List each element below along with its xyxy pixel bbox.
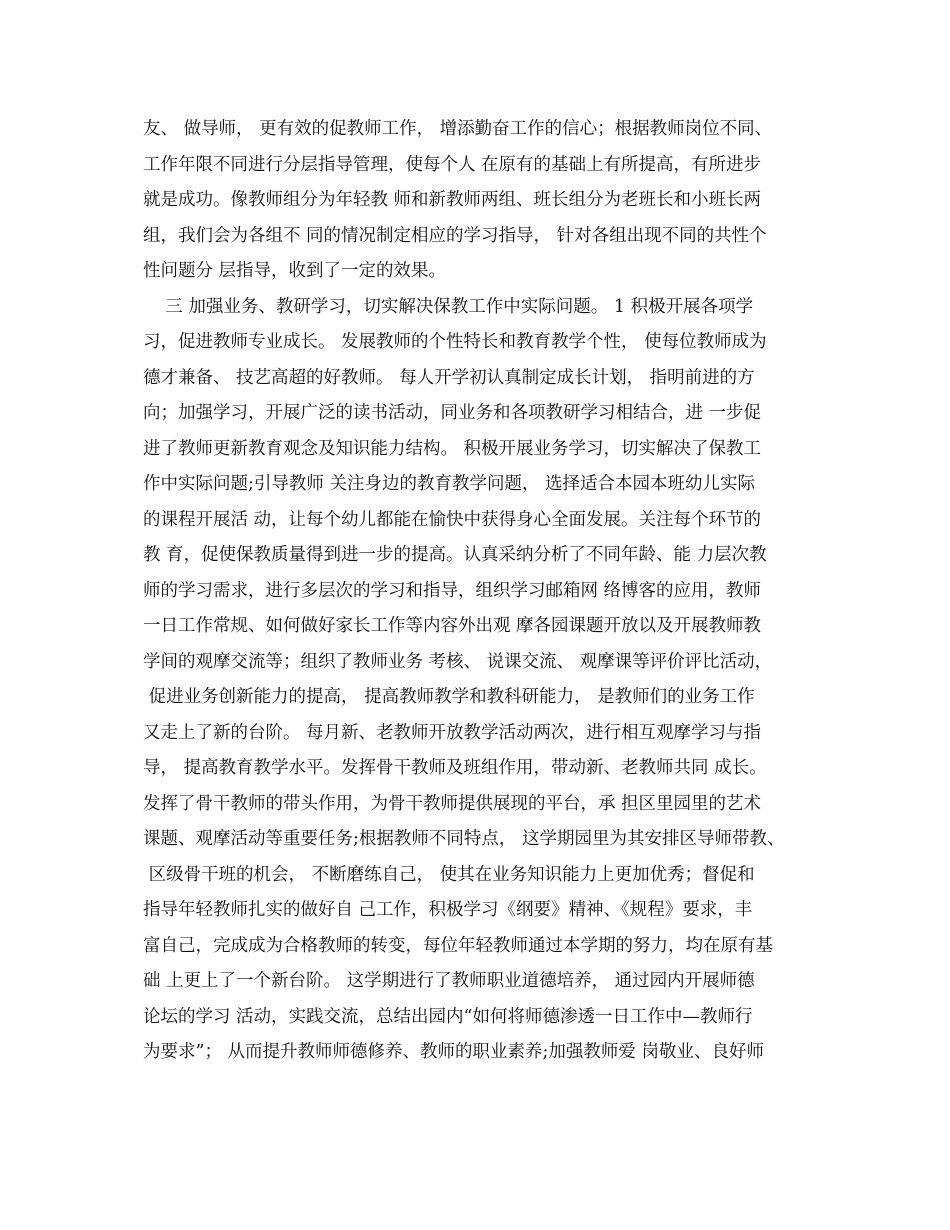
text-line: 导， 提高教育教学水平。发挥骨干教师及班组作用，带动新、老教师共同 成长。 bbox=[143, 758, 767, 778]
text-line: 础 上更上了一个新台阶。 这学期进行了教师职业道德培养， 通过园内开展师德 bbox=[143, 971, 755, 991]
text-line: 富自己，完成成为合格教师的转变，每位年轻教师通过本学期的努力，均在原有基 bbox=[143, 935, 773, 956]
text-line: 课题、观摩活动等重要任务;根据教师不同特点， 这学期园里为其安排区导师带教、 bbox=[143, 829, 785, 849]
text-line: 的课程开展活 动，让每个幼儿都能在愉快中获得身心全面发展。关注每个环节的 bbox=[143, 509, 762, 530]
body-text bbox=[143, 112, 833, 1071]
text-line: 向；加强学习，开展广泛的读书活动，同业务和各项教研学习相结合，进 一步促 bbox=[143, 403, 762, 423]
text-line: 教 育，促使保教质量得到进一步的提高。认真采纳分析了不同年龄、能 力层次教 bbox=[143, 545, 767, 565]
text-line: 又走上了新的台阶。 每月新、老教师开放教学活动两次，进行相互观摩学习与指 bbox=[143, 722, 762, 743]
text-line: 促进业务创新能力的提高， 提高教师教学和教科研能力， 是教师们的业务工作 bbox=[143, 687, 755, 707]
text-line: 论坛的学习 活动，实践交流，总结出园内“如何将师德渗透一日工作中—教师行 bbox=[143, 1006, 753, 1027]
text-line: 作中实际问题;引导教师 关注身边的教育教学问题， 选择适合本园本班幼儿实际 bbox=[143, 474, 756, 494]
text-line: 指导年轻教师扎实的做好自 己工作，积极学习《纲要》精神、《规程》要求，丰 bbox=[143, 900, 753, 920]
text-line: 工作年限不同进行分层指导管理，使每个人 在原有的基础上有所提高，有所进步 bbox=[143, 154, 762, 175]
text-line: 三 加强业务、教研学习，切实解决保教工作中实际问题。 1 积极开展各项学 bbox=[143, 296, 754, 317]
text-line: 就是成功。像教师组分为年轻教 师和新教师两组、班长组分为老班长和小班长两 bbox=[143, 190, 762, 210]
text-line: 为要求”； 从而提升教师师德修养、教师的职业素养;加强教师爱 岗敬业、良好师 bbox=[143, 1042, 764, 1062]
text-line: 发挥了骨干教师的带头作用，为骨干教师提供展现的平台，承 担区里园里的艺术 bbox=[143, 793, 762, 814]
text-line: 区级骨干班的机会， 不断磨练自己， 使其在业务知识能力上更加优秀；督促和 bbox=[143, 864, 755, 885]
text-line: 性问题分 层指导，收到了一定的效果。 bbox=[143, 261, 447, 281]
text-line: 一日工作常规、如何做好家长工作等内容外出观 摩各园课题开放以及开展教师教 bbox=[143, 616, 762, 636]
text-line: 进了教师更新教育观念及知识能力结构。 积极开展业务学习，切实解决了保教工 bbox=[143, 438, 762, 459]
text-line: 学间的观摩交流等；组织了教师业务 考核、 说课交流、 观摩课等评价评比活动， bbox=[143, 651, 773, 672]
text-line: 组，我们会为各组不 同的情况制定相应的学习指导， 针对各组出现不同的共性个 bbox=[143, 225, 767, 246]
text-line: 师的学习需求，进行多层次的学习和指导，组织学习邮箱网 络博客的应用，教师 bbox=[143, 580, 762, 601]
text-line: 友、 做导师， 更有效的促教师工作， 增添勤奋工作的信心；根据教师岗位不同、 bbox=[143, 119, 773, 139]
text-line: 习，促进教师专业成长。 发展教师的个性特长和教育教学个性， 使每位教师成为 bbox=[143, 332, 767, 352]
text-line: 德才兼备、 技艺高超的好教师。 每人开学初认真制定成长计划， 指明前进的方 bbox=[143, 367, 755, 388]
